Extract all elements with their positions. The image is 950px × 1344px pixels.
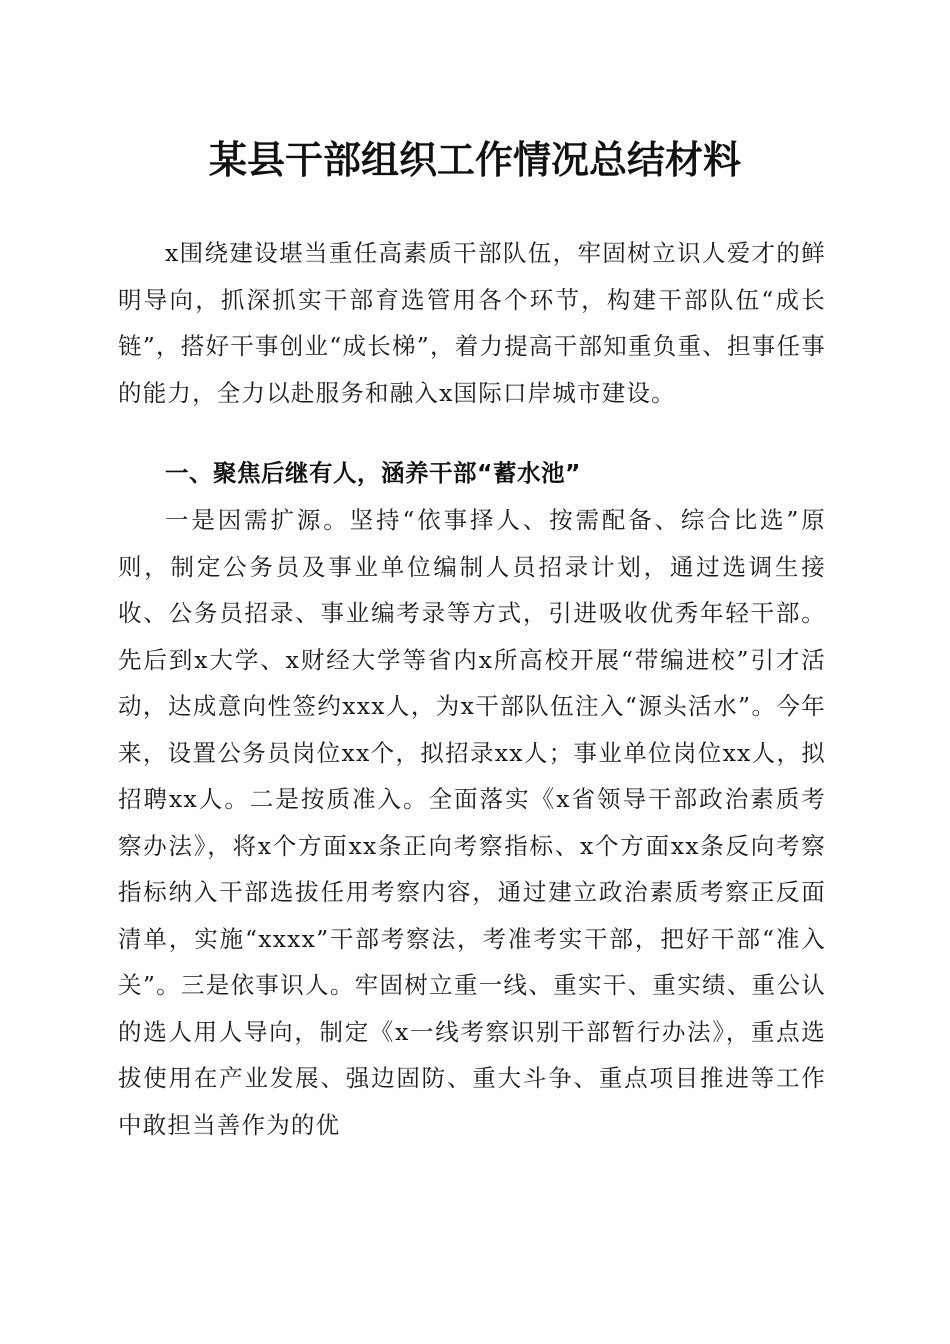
section-heading: 一、聚焦后继有人，涵养干部“蓄水池” (165, 459, 581, 487)
document-title: 某县干部组织工作情况总结材料 (208, 137, 741, 182)
intro-paragraph: x围绕建设堪当重任高素质干部队伍，牢固树立识人爱才的鲜明导向，抓深抓实干部育选管用各个环节，构建干部队伍“成长链”，搭好干事创业“成长梯”，着力提高干部知重负重、担事任事的能力，全力以赴服务和融入x国际口岸城市建设。 (118, 239, 826, 407)
intro-paragraph-block (118, 230, 826, 416)
section-paragraph: 一是因需扩源。坚持“依事择人、按需配备、综合比选”原则，制定公务员及事业单位编制人员招录计划，通过选调生接收、公务员招录、事业编考录等方式，引进吸收优秀年轻干部。先后到x大学、x财经大学等省内x所高校开展“带编进校”引才活动，达成意向性签约xxx人，为x干部队伍注入“源头活水”。今年来，设置公务员岗位xx个，拟招录xx人；事业单位岗位xx人，拟招聘xx人。二是按质准入。全面落实《x省领导干部政治素质考察办法》，将x个方面xx条正向考察指标、x个方面xx条反向考察指标纳入干部选拔任用考察内容，通过建立政治素质考察正反面清单，实施“xxxx”干部考察法，考准考实干部，把好干部“准入关”。三是依事识人。牢固树立重一线、重实干、重实绩、重公认的选人用人导向，制定《x一线考察识别干部暂行办法》，重点选拔使用在产业发展、强边固防、重大斗争、重点项目推进等工作中敢担当善作为的优 (118, 506, 826, 1139)
section-paragraph-block (118, 497, 826, 1148)
